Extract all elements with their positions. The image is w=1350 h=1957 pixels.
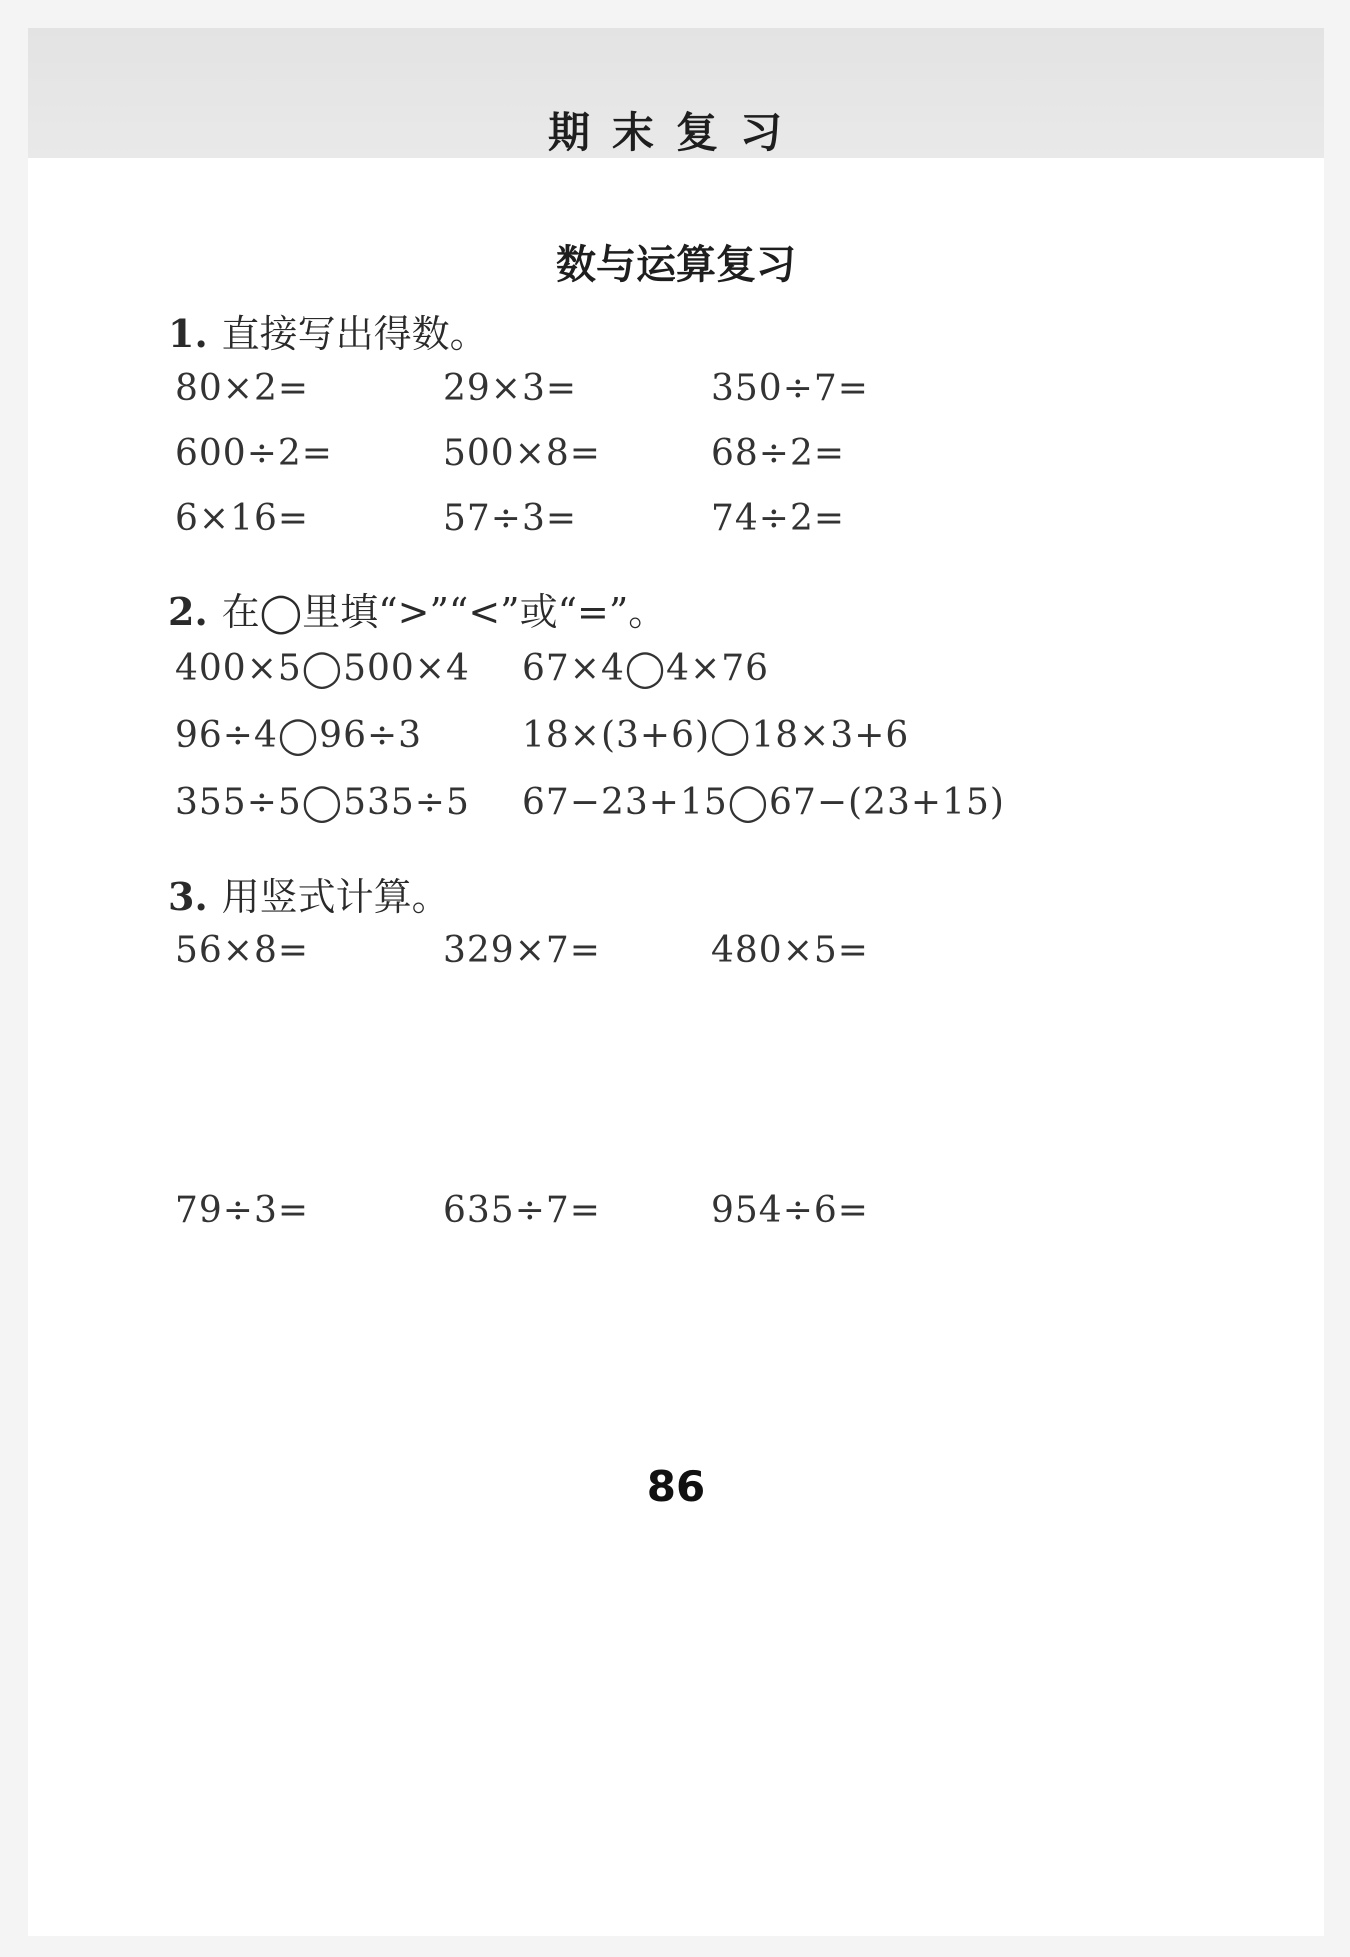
q1-expression: 500×8= [443,433,601,474]
question-1-heading [168,303,488,358]
question-2-title: 在◯里填“>”“<”或“=”。 [221,590,667,634]
q3-problem: 954÷6= [711,1190,869,1231]
question-3-number: 3. [168,874,208,919]
q3-problem: 635÷7= [443,1190,601,1231]
question-3-title: 用竖式计算。 [221,875,450,919]
q2-comparison: 400×5◯500×4 [175,648,470,689]
page-header-title: 期末复习 [547,108,804,157]
q1-expression: 80×2= [175,368,310,409]
q1-expression: 57÷3= [443,498,578,539]
q3-problem: 329×7= [443,930,601,971]
q2-comparison: 67×4◯4×76 [522,648,770,689]
q2-comparison: 18×(3+6)◯18×3+6 [522,715,910,756]
q2-comparison: 355÷5◯535÷5 [175,782,470,823]
question-2-heading [168,581,666,636]
q3-problem: 56×8= [175,930,310,971]
page-number: 86 [646,1462,706,1511]
question-1-number: 1. [168,311,208,356]
q1-expression: 350÷7= [711,368,869,409]
worksheet-page [28,28,1324,1936]
q1-expression: 74÷2= [711,498,846,539]
q1-expression: 600÷2= [175,433,333,474]
q2-comparison: 67−23+15◯67−(23+15) [522,782,1005,823]
q3-problem: 480×5= [711,930,869,971]
question-1-title: 直接写出得数。 [221,312,488,356]
header-band [28,28,1324,158]
section-title: 数与运算复习 [556,242,796,288]
q3-problem: 79÷3= [175,1190,310,1231]
q2-comparison: 96÷4◯96÷3 [175,715,423,756]
q1-expression: 6×16= [175,498,310,539]
q1-expression: 29×3= [443,368,578,409]
question-2-number: 2. [168,589,208,634]
question-3-heading [168,866,450,921]
q1-expression: 68÷2= [711,433,846,474]
